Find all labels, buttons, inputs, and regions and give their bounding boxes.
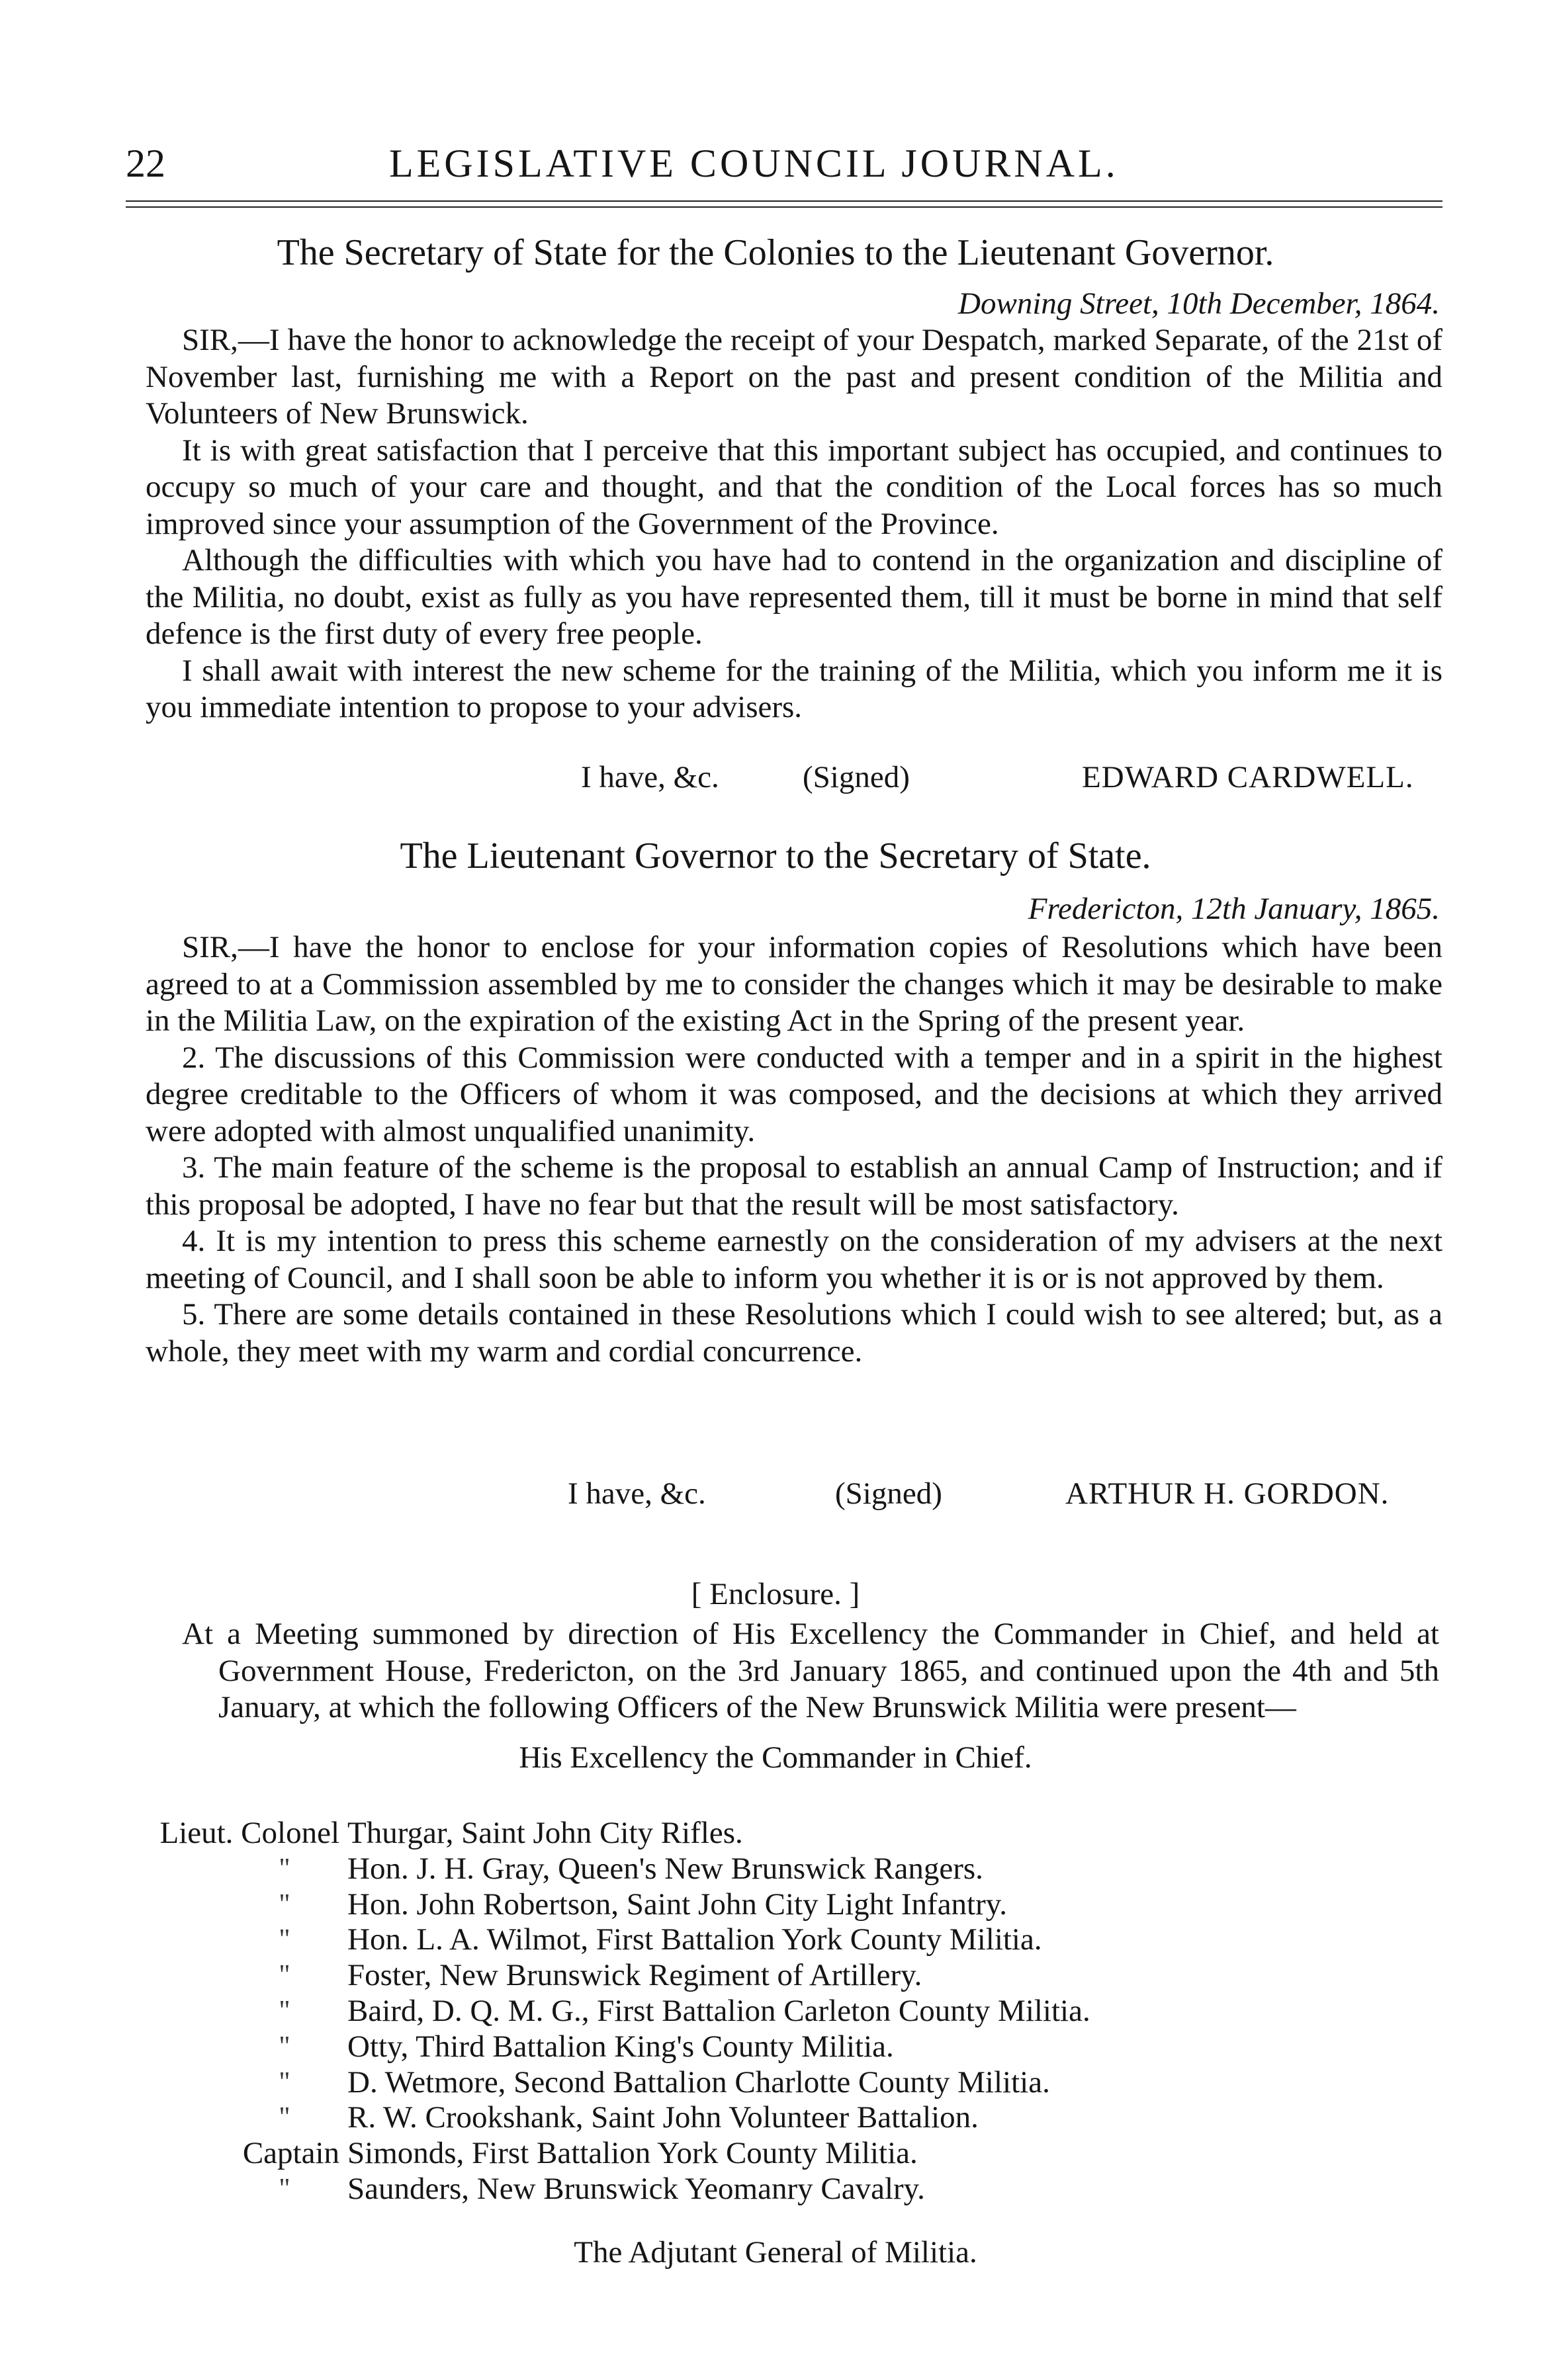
letter1-paragraph: It is with great satisfaction that I perceive that this important subject has occupied, and continues to occupy so much of your care and thought, and that the condition of the Local forces has so much improved since your assumption of the Government of the Province. <box>146 433 1442 541</box>
ditto-mark: " <box>279 2031 290 2062</box>
letter2-body <box>146 929 1442 1370</box>
letter1-paragraph: Although the difficulties with which you have had to contend in the organization and discipline of the Militia, no doubt, exist as fully as you have represented them, till it must be borne in mind that self defence is the first duty of every free people. <box>146 543 1442 651</box>
officer-row <box>146 2065 1090 2101</box>
ditto-mark: " <box>279 2102 290 2133</box>
officers-list <box>146 1816 1090 2207</box>
enclosure-label: [ Enclosure. ] <box>691 1577 860 1611</box>
ditto-mark: " <box>279 1995 290 2026</box>
header-rule-bottom <box>126 206 1442 208</box>
officer-row <box>146 1887 1090 1923</box>
officer-row <box>146 1816 1090 1851</box>
officer-name: Hon. John Robertson, Saint John City Light Infantry. <box>347 1887 1007 1922</box>
letter1-body <box>146 322 1442 726</box>
letter1-paragraph: I shall await with interest the new scheme for the training of the Militia, which you inform me it is you immediate intention to propose to your advisers. <box>146 653 1442 724</box>
letter2-signed: (Signed) <box>835 1476 942 1511</box>
officer-row <box>146 2136 1090 2172</box>
officer-row <box>146 2100 1090 2136</box>
letter1-dateline: Downing Street, 10th December, 1864. <box>958 286 1440 321</box>
letter2-paragraph: SIR,—I have the honor to enclose for your information copies of Resolutions which have been agreed to at a Commission assembled by me to consider the changes which it may be desirable to make in the Militia Law, on the expiration of the existing Act in the Spring of the present year. <box>146 930 1442 1038</box>
ditto-mark: " <box>279 1889 290 1920</box>
ditto-mark: " <box>279 2066 290 2098</box>
letter2-paragraph: 5. There are some details contained in these Resolutions which I could wish to see altered; but, as a whole, they meet with my warm and cordial concurrence. <box>146 1297 1442 1369</box>
letter1-closing: I have, &c. <box>581 760 719 794</box>
letter2-closing: I have, &c. <box>568 1476 706 1511</box>
header-rule-top <box>126 200 1442 202</box>
officer-name: Hon. J. H. Gray, Queen's New Brunswick Rangers. <box>347 1851 983 1886</box>
ditto-mark: " <box>279 1853 290 1884</box>
meeting-paragraph: At a Meeting summoned by direction of His Excellency the Commander in Chief, and held at Government House, Fredericton, on the 3rd January 1865, and continued upon the 4th and 5th January, at which the following Officers of the New Brunswick Militia were present— <box>182 1617 1439 1724</box>
letter1-signed: (Signed) <box>803 760 910 794</box>
letter2-heading: The Lieutenant Governor to the Secretary of State. <box>400 835 1151 876</box>
meeting-chair: His Excellency the Commander in Chief. <box>519 1740 1032 1775</box>
officer-name: Simonds, First Battalion York County Militia. <box>347 2136 918 2171</box>
ditto-mark: " <box>279 2173 290 2204</box>
letter1-paragraph: SIR,—I have the honor to acknowledge the receipt of your Despatch, marked Separate, of the 21st of November last, furnishing me with a Report on the past and present condition of the Militia and Volunteers of New Brunswick. <box>146 323 1442 431</box>
officer-name: Foster, New Brunswick Regiment of Artillery. <box>347 1958 922 1993</box>
officer-row <box>146 2029 1090 2065</box>
letter2-paragraph: 2. The discussions of this Commission were conducted with a temper and in a spirit in the highest degree creditable to the Officers of whom it was composed, and the decisions at which they arrived were adopted with almost unqualified unanimity. <box>146 1040 1442 1148</box>
letter1-heading: The Secretary of State for the Colonies to the Lieutenant Governor. <box>277 232 1274 273</box>
officer-name: Saunders, New Brunswick Yeomanry Cavalry. <box>347 2171 925 2206</box>
ditto-mark: " <box>279 1924 290 1955</box>
officer-row <box>146 1958 1090 1994</box>
letter2-signatory: ARTHUR H. GORDON. <box>1065 1476 1390 1511</box>
officer-row <box>146 1922 1090 1958</box>
officer-name: Hon. L. A. Wilmot, First Battalion York County Militia. <box>347 1922 1042 1957</box>
officer-row <box>146 1994 1090 2029</box>
officer-name: Otty, Third Battalion King's County Militia. <box>347 2029 894 2064</box>
officer-name: D. Wetmore, Second Battalion Charlotte County Militia. <box>347 2064 1050 2100</box>
letter2-paragraph: 4. It is my intention to press this scheme earnestly on the consideration of my advisers at the next meeting of Council, and I shall soon be able to inform you whether it is or is not approved by them. <box>146 1224 1442 1295</box>
officer-name: Baird, D. Q. M. G., First Battalion Carleton County Militia. <box>347 1993 1090 2028</box>
page-number: 22 <box>126 142 165 185</box>
officer-rank: Lieut. Colonel <box>159 1816 339 1850</box>
adjutant-general: The Adjutant General of Militia. <box>574 2235 977 2270</box>
letter2-dateline: Fredericton, 12th January, 1865. <box>1028 892 1440 926</box>
ditto-mark: " <box>279 1960 290 1991</box>
letter2-paragraph: 3. The main feature of the scheme is the proposal to establish an annual Camp of Instruction; and if this proposal be adopted, I have no fear but that the result will be most satisfactory. <box>146 1150 1442 1222</box>
officer-name: R. W. Crookshank, Saint John Volunteer Battalion. <box>347 2100 979 2135</box>
journal-title: LEGISLATIVE COUNCIL JOURNAL. <box>389 142 1119 185</box>
officer-rank: Captain <box>242 2136 339 2171</box>
officer-row <box>146 2172 1090 2207</box>
letter1-signatory: EDWARD CARDWELL. <box>1082 760 1414 794</box>
officer-row <box>146 1851 1090 1887</box>
officer-name: Thurgar, Saint John City Rifles. <box>347 1816 743 1850</box>
